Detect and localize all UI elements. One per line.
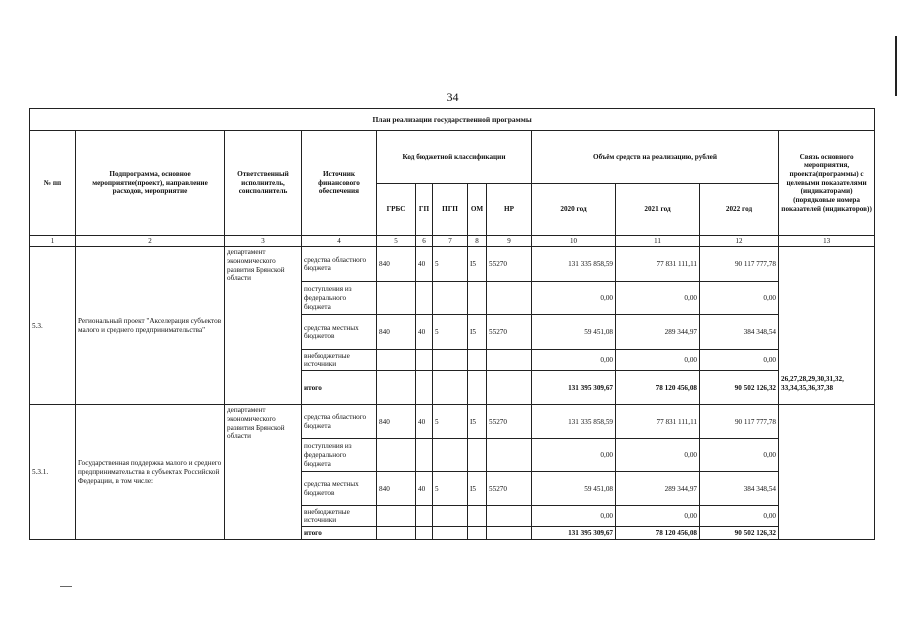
column-number: 5: [377, 236, 416, 247]
header-link: Связь основного мероприятия, проекта(программы) с целевыми показателями (индикаторами) (порядковые номера показателей (индикаторов)): [779, 131, 875, 236]
header-grbs: ГРБС: [377, 184, 416, 236]
activity-name: Региональный проект "Акселерация субъектов малого и среднего предпринимательства": [76, 247, 225, 405]
amount-2020: 0,00: [532, 439, 616, 472]
header-nr: НР: [487, 184, 532, 236]
amount-2021: 0,00: [616, 282, 700, 315]
funding-source: средства местных бюджетов: [302, 315, 377, 350]
amount-2020: 131 395 309,67: [532, 527, 616, 540]
amount-2021: 77 831 111,11: [616, 405, 700, 439]
amount-2021: 289 344,97: [616, 472, 700, 506]
code-grbs: [377, 439, 416, 472]
code-grbs: 840: [377, 405, 416, 439]
code-pgp: 5: [433, 405, 468, 439]
column-number: 10: [532, 236, 616, 247]
header-2022: 2022 год: [700, 184, 779, 236]
amount-2022: 0,00: [700, 506, 779, 527]
code-gp: [416, 282, 433, 315]
table-title: План реализации государственной программы: [30, 109, 875, 131]
column-number: 4: [302, 236, 377, 247]
amount-2022: 384 348,54: [700, 315, 779, 350]
funding-source: поступления из федерального бюджета: [302, 282, 377, 315]
code-gp: 40: [416, 472, 433, 506]
code-gp: [416, 439, 433, 472]
amount-2021: 78 120 456,08: [616, 371, 700, 405]
header-pgp: ПГП: [433, 184, 468, 236]
scan-edge-mark: [895, 36, 897, 96]
scan-dash-mark: [60, 586, 72, 587]
code-om: [468, 371, 487, 405]
amount-2020: 0,00: [532, 506, 616, 527]
code-nr: 55270: [487, 315, 532, 350]
code-nr: [487, 350, 532, 371]
code-pgp: [433, 350, 468, 371]
code-om: I5: [468, 315, 487, 350]
column-number: 7: [433, 236, 468, 247]
code-grbs: 840: [377, 315, 416, 350]
code-pgp: [433, 371, 468, 405]
indicator-link: [779, 405, 875, 540]
amount-2020: 0,00: [532, 350, 616, 371]
amount-2020: 59 451,08: [532, 472, 616, 506]
table-row: [30, 405, 875, 439]
column-number: 9: [487, 236, 532, 247]
code-nr: [487, 282, 532, 315]
code-pgp: [433, 282, 468, 315]
header-gp: ГП: [416, 184, 433, 236]
code-nr: 55270: [487, 247, 532, 282]
amount-2021: 289 344,97: [616, 315, 700, 350]
amount-2021: 78 120 456,08: [616, 527, 700, 540]
page-number: 34: [446, 90, 459, 104]
header-responsible: Ответственный исполнитель, соисполнитель: [225, 131, 302, 236]
amount-2020: 0,00: [532, 282, 616, 315]
title-row: [30, 109, 875, 131]
code-om: [468, 527, 487, 540]
column-number: 3: [225, 236, 302, 247]
column-number: 8: [468, 236, 487, 247]
code-gp: 40: [416, 247, 433, 282]
code-pgp: [433, 506, 468, 527]
amount-2021: 0,00: [616, 439, 700, 472]
header-2020: 2020 год: [532, 184, 616, 236]
code-gp: [416, 506, 433, 527]
row-number: 5.3.1.: [30, 405, 76, 540]
funding-source: средства местных бюджетов: [302, 472, 377, 506]
column-number: 13: [779, 236, 875, 247]
activity-name: Государственная поддержка малого и среднего предпринимательства в субъектах Российской Федерации, в том числе:: [76, 405, 225, 540]
code-om: [468, 350, 487, 371]
code-grbs: [377, 527, 416, 540]
amount-2021: 77 831 111,11: [616, 247, 700, 282]
indicator-link: 26,27,28,29,30,31,32, 33,34,35,36,37,38: [779, 247, 875, 405]
code-grbs: 840: [377, 247, 416, 282]
amount-2020: 131 335 858,59: [532, 405, 616, 439]
funding-source: итого: [302, 527, 377, 540]
code-nr: [487, 371, 532, 405]
funding-source: средства областного бюджета: [302, 405, 377, 439]
header-om: ОМ: [468, 184, 487, 236]
column-number: 12: [700, 236, 779, 247]
funding-source: внебюджетные источники: [302, 350, 377, 371]
code-grbs: [377, 371, 416, 405]
code-grbs: 840: [377, 472, 416, 506]
header-source: Источник финансового обеспечения: [302, 131, 377, 236]
funding-source: поступления из федерального бюджета: [302, 439, 377, 472]
code-gp: [416, 371, 433, 405]
amount-2020: 131 395 309,67: [532, 371, 616, 405]
amount-2022: 90 502 126,32: [700, 371, 779, 405]
code-pgp: 5: [433, 472, 468, 506]
code-pgp: [433, 439, 468, 472]
amount-2021: 0,00: [616, 350, 700, 371]
row-number: 5.3.: [30, 247, 76, 405]
code-om: [468, 506, 487, 527]
amount-2022: 384 348,54: [700, 472, 779, 506]
header-volume: Объём средств на реализацию, рублей: [532, 131, 779, 184]
code-om: [468, 282, 487, 315]
code-gp: 40: [416, 315, 433, 350]
amount-2022: 90 502 126,32: [700, 527, 779, 540]
amount-2022: 0,00: [700, 439, 779, 472]
code-nr: [487, 527, 532, 540]
code-gp: [416, 350, 433, 371]
code-nr: [487, 439, 532, 472]
funding-source: средства областного бюджета: [302, 247, 377, 282]
code-nr: 55270: [487, 472, 532, 506]
table-row: [30, 247, 875, 282]
header-row-1: [30, 131, 875, 184]
funding-source: внебюджетные источники: [302, 506, 377, 527]
code-nr: [487, 506, 532, 527]
column-number: 1: [30, 236, 76, 247]
responsible-executor: департамент экономического развития Брянской области: [225, 405, 302, 540]
funding-source: итого: [302, 371, 377, 405]
column-number: 6: [416, 236, 433, 247]
code-grbs: [377, 350, 416, 371]
header-name: Подпрограмма, основное мероприятие(проект), направление расходов, мероприятие: [76, 131, 225, 236]
amount-2022: 90 117 777,78: [700, 247, 779, 282]
column-number: 11: [616, 236, 700, 247]
code-gp: [416, 527, 433, 540]
code-gp: 40: [416, 405, 433, 439]
code-pgp: [433, 527, 468, 540]
amount-2022: 0,00: [700, 282, 779, 315]
code-om: I5: [468, 247, 487, 282]
column-number: 2: [76, 236, 225, 247]
amount-2020: 131 335 858,59: [532, 247, 616, 282]
header-2021: 2021 год: [616, 184, 700, 236]
program-plan-table: [29, 108, 875, 540]
header-budget-classification: Код бюджетной классификации: [377, 131, 532, 184]
code-pgp: 5: [433, 315, 468, 350]
code-om: I5: [468, 472, 487, 506]
code-grbs: [377, 506, 416, 527]
amount-2021: 0,00: [616, 506, 700, 527]
responsible-executor: департамент экономического развития Брянской области: [225, 247, 302, 405]
header-num: № пп: [30, 131, 76, 236]
code-pgp: 5: [433, 247, 468, 282]
amount-2022: 90 117 777,78: [700, 405, 779, 439]
code-om: [468, 439, 487, 472]
code-nr: 55270: [487, 405, 532, 439]
amount-2022: 0,00: [700, 350, 779, 371]
column-numbers-row: [30, 236, 875, 247]
code-grbs: [377, 282, 416, 315]
amount-2020: 59 451,08: [532, 315, 616, 350]
code-om: I5: [468, 405, 487, 439]
